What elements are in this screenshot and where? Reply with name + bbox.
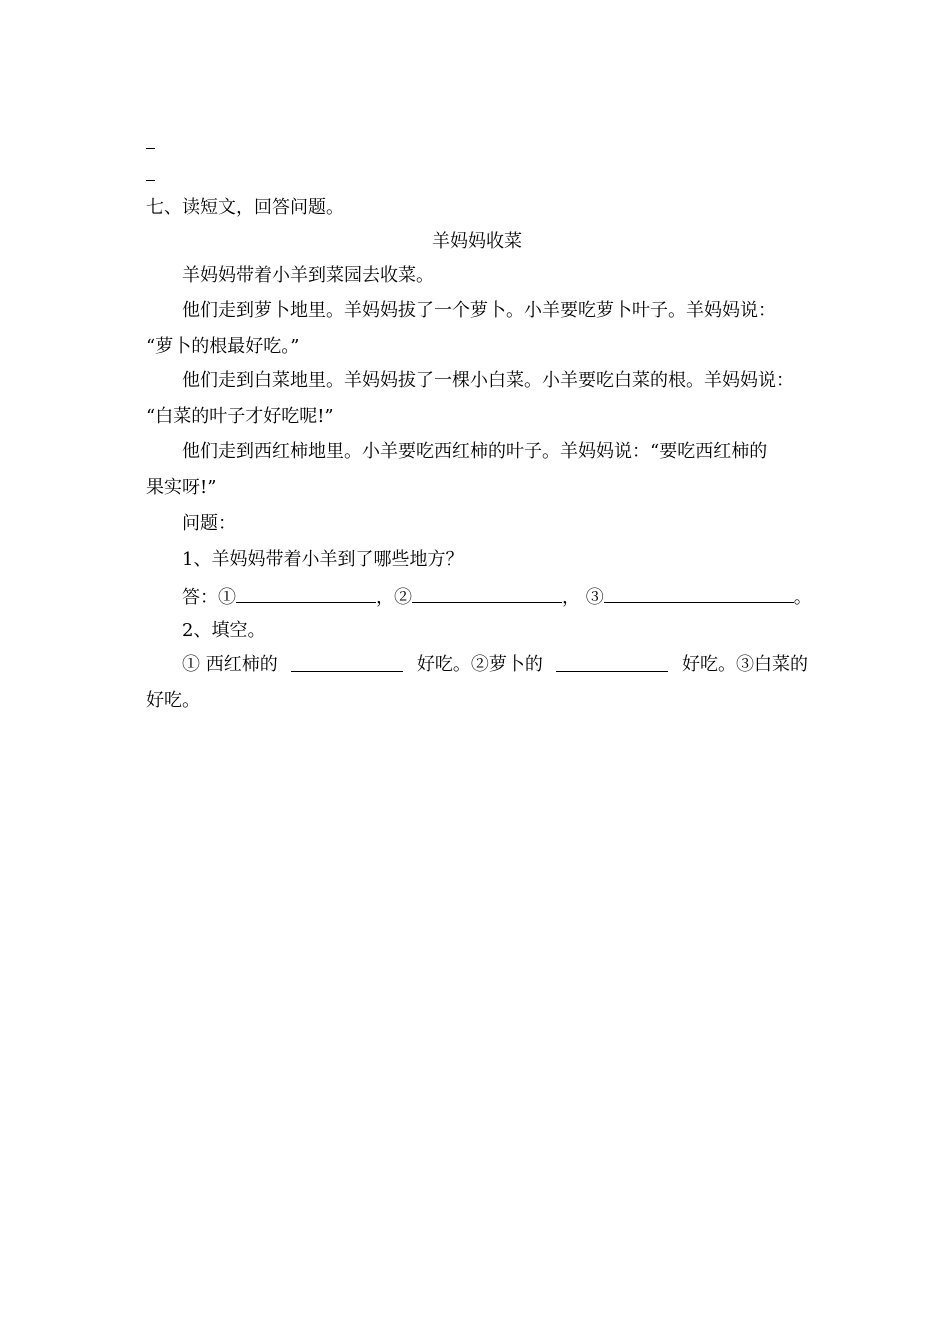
question-2-fill-line-2: 好吃。 [146,690,200,711]
fill-part-1: ① 西红柿的 [182,654,278,675]
passage-paragraph-4-line-1: 他们走到西红柿地里。小羊要吃西红柿的叶子。羊妈妈说：“要吃西红柿的 [182,441,768,462]
question-2: 2、填空。 [182,620,266,641]
fill-blank-tomato[interactable] [291,653,403,672]
answer-end: 。 [793,587,812,608]
passage-paragraph-1: 羊妈妈带着小羊到菜园去收菜。 [182,265,434,286]
passage-paragraph-3-line-1: 他们走到白菜地里。羊妈妈拔了一棵小白菜。小羊要吃白菜的根。羊妈妈说： [182,370,794,391]
question-2-fill-line-1 [182,653,808,677]
answer-blank-3[interactable] [604,584,794,603]
question-1: 1、羊妈妈带着小羊到了哪些地方？ [182,549,464,570]
answer-blank-1[interactable] [236,584,376,603]
answer-separator-1: ，② [376,587,412,608]
fill-part-3: 好吃。③白菜的 [681,654,808,675]
fill-part-2: 好吃。②萝卜的 [416,654,543,675]
answer-separator-2: ， ③ [562,587,604,608]
answer-prefix: 答：① [182,587,236,608]
passage-paragraph-3-line-2: “白菜的叶子才好吃呢!” [146,406,334,427]
passage-title: 羊妈妈收菜 [432,231,522,252]
answer-blank-2[interactable] [412,584,562,603]
passage-paragraph-2-line-1: 他们走到萝卜地里。羊妈妈拔了一个萝卜。小羊要吃萝卜叶子。羊妈妈说： [182,300,776,321]
section-heading: 七、读短文，回答问题。 [146,197,344,218]
fill-blank-radish[interactable] [556,653,668,672]
passage-paragraph-2-line-2: “萝卜的根最好吃。” [146,336,300,357]
question-1-answer [182,584,812,610]
dash-mark-2 [146,180,155,181]
passage-paragraph-4-line-2: 果实呀!” [146,477,217,498]
questions-label: 问题： [182,513,236,534]
dash-mark-1 [146,148,155,149]
